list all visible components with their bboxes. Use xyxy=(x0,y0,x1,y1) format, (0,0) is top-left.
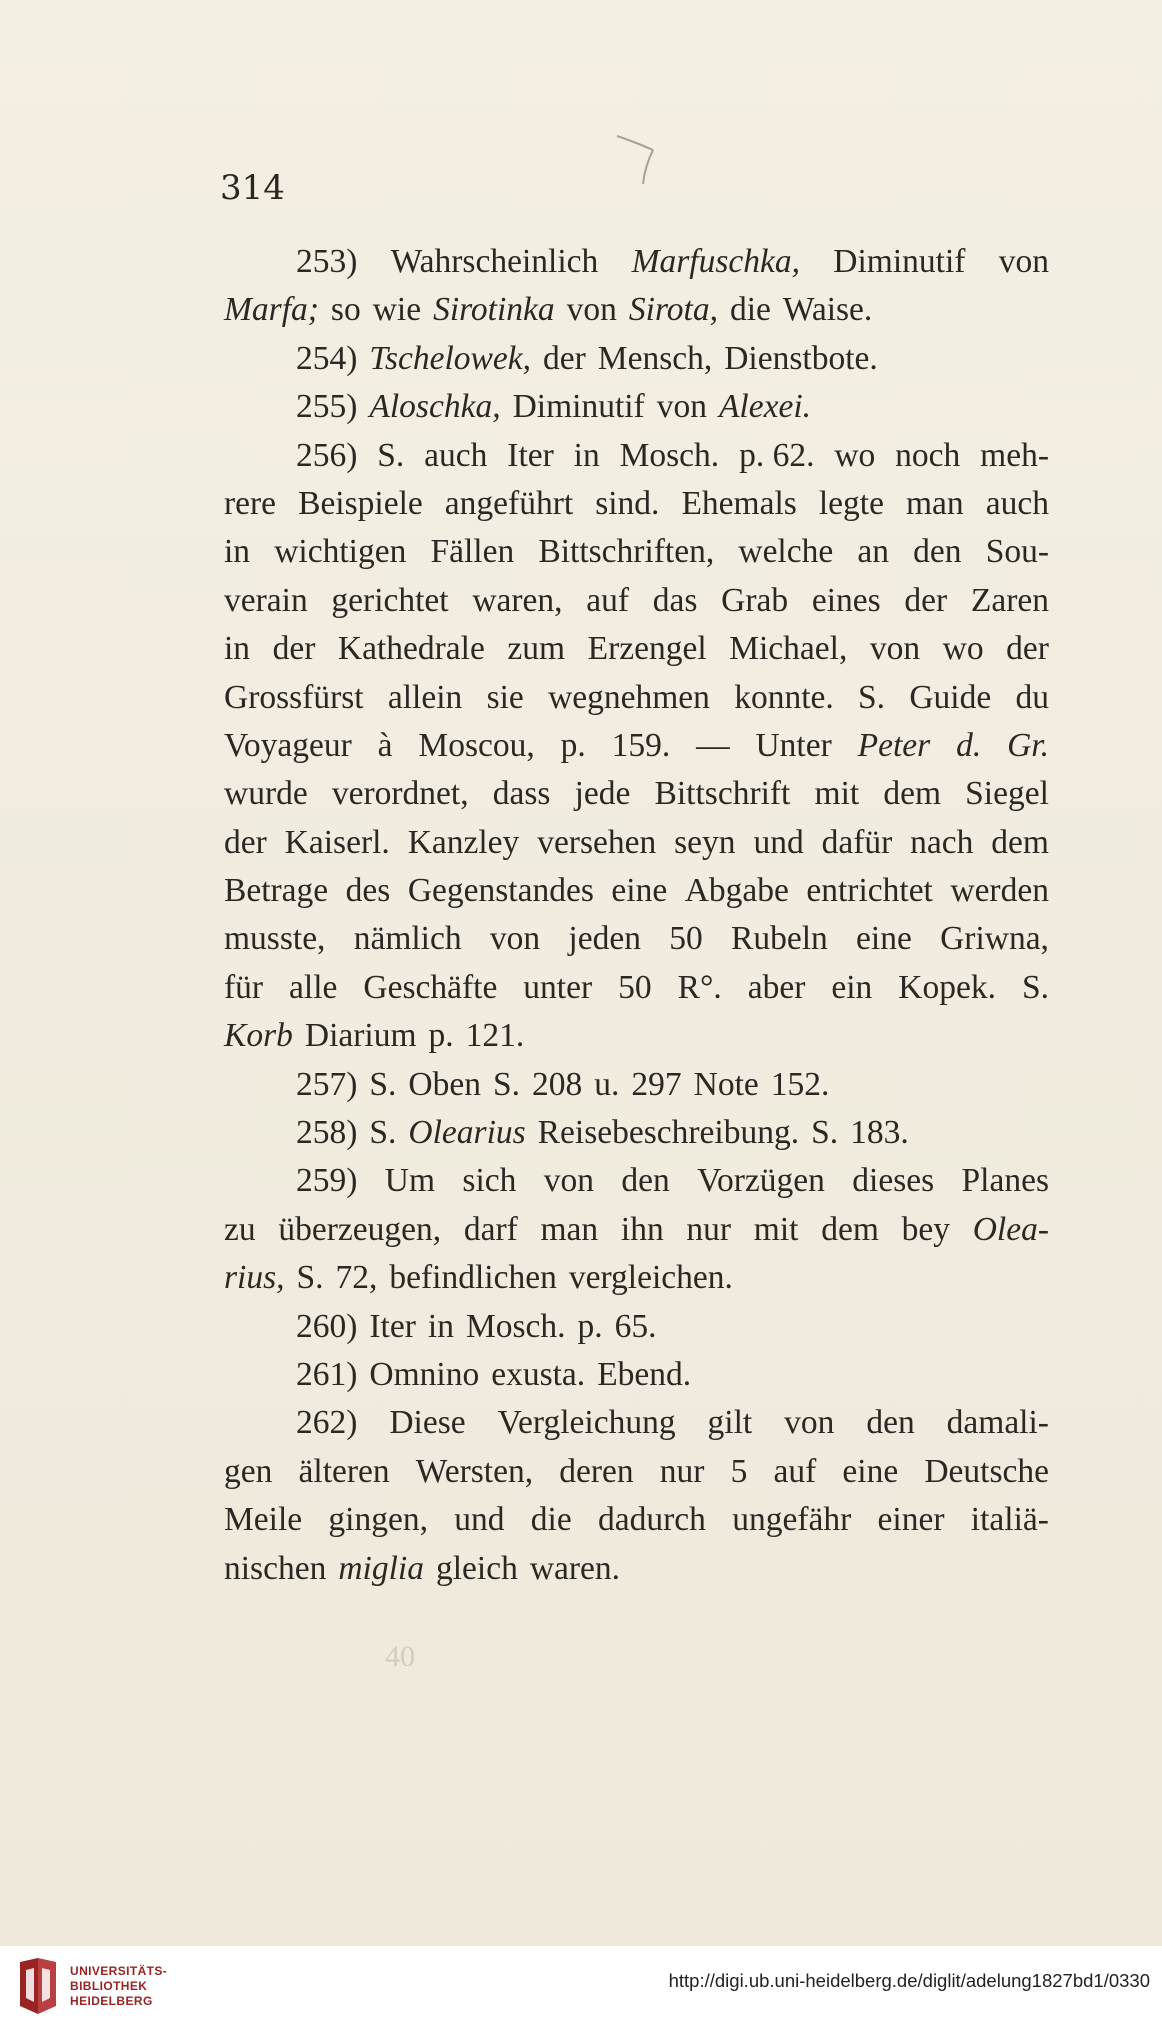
word: sich xyxy=(462,1162,517,1200)
word: wichtigen xyxy=(274,533,407,571)
word: Sou- xyxy=(985,533,1049,571)
word: 159. xyxy=(611,726,671,764)
word: jede xyxy=(574,775,631,813)
word: Um xyxy=(384,1162,436,1200)
word: Iter xyxy=(369,1307,416,1345)
word: vergleichen. xyxy=(568,1259,733,1297)
word: S. xyxy=(377,436,405,474)
word: man xyxy=(905,484,964,522)
text-line xyxy=(224,480,1049,528)
italic-word xyxy=(433,286,555,334)
word: Bittschrift xyxy=(654,775,791,813)
word: Fällen xyxy=(430,533,515,571)
word: unter xyxy=(523,968,593,1006)
word: auch xyxy=(424,436,488,474)
text-line xyxy=(224,674,1049,722)
italic-text: Olearius xyxy=(408,1114,526,1152)
footer-bar xyxy=(0,1946,1162,2032)
word: der xyxy=(272,630,316,668)
italic-word xyxy=(858,722,931,770)
word: exusta. xyxy=(491,1355,586,1393)
word: die xyxy=(729,291,771,329)
word: Wahrscheinlich xyxy=(390,243,599,280)
word: dem xyxy=(991,823,1049,861)
word: dadurch xyxy=(598,1501,706,1539)
word: der xyxy=(904,581,948,619)
word: Diminutif xyxy=(833,243,966,280)
word: nischen xyxy=(224,1549,327,1587)
word: von xyxy=(489,920,541,958)
word: deren xyxy=(559,1452,634,1490)
word: alle xyxy=(289,968,338,1006)
word: 254) xyxy=(296,339,358,377)
word: p. xyxy=(577,1307,603,1345)
word: in xyxy=(224,630,251,668)
word: mit xyxy=(814,775,860,813)
word: — xyxy=(696,726,730,764)
word: Mosch. xyxy=(465,1307,566,1345)
word: meh- xyxy=(980,436,1049,474)
word: von xyxy=(869,630,921,668)
text-line xyxy=(224,625,1049,673)
word: 261) xyxy=(296,1355,358,1393)
word: das xyxy=(652,581,698,619)
italic-word xyxy=(369,335,531,383)
university-logo-icon[interactable] xyxy=(12,1956,64,2018)
word: eines xyxy=(811,581,881,619)
word: Geschäfte xyxy=(363,968,498,1006)
italic-word xyxy=(338,1545,424,1593)
word: sie xyxy=(486,678,524,716)
word: 256) xyxy=(296,436,358,474)
word: Rubeln xyxy=(730,920,828,958)
word: von xyxy=(998,243,1049,280)
word: Kaiserl. xyxy=(284,823,390,861)
word: bey xyxy=(901,1210,950,1248)
word: 258) xyxy=(296,1114,358,1152)
library-name-line: UNIVERSITÄTS- xyxy=(70,1964,168,1978)
word: von xyxy=(566,291,617,329)
word: Siegel xyxy=(965,775,1049,813)
word: ein xyxy=(831,968,873,1006)
italic-text: Alexei. xyxy=(718,388,812,426)
word: verain xyxy=(224,581,308,619)
word: eine xyxy=(611,872,668,910)
word: entrichtet xyxy=(806,872,933,910)
word: dieses xyxy=(852,1162,935,1200)
text-line xyxy=(224,1109,1049,1157)
italic-text: Gr. xyxy=(1007,726,1049,764)
word: werden xyxy=(950,872,1049,910)
word: Kanzley xyxy=(407,823,520,861)
word: rere xyxy=(224,484,277,522)
word: Erzengel xyxy=(587,630,707,668)
word: nur xyxy=(686,1210,732,1248)
text-line xyxy=(224,770,1049,818)
word: einer xyxy=(877,1501,945,1539)
text-line xyxy=(224,1545,1049,1593)
word: Michael, xyxy=(729,630,848,668)
body-text xyxy=(224,238,1049,1593)
word: Iter xyxy=(507,436,554,474)
text-line xyxy=(224,1206,1049,1254)
word: älteren xyxy=(298,1452,390,1490)
library-name xyxy=(70,1964,167,2009)
word: wo xyxy=(834,436,876,474)
word: versehen xyxy=(537,823,657,861)
italic-text: Sirotinka xyxy=(433,291,555,329)
word: Diminutif xyxy=(512,388,645,426)
italic-text: Marfa; xyxy=(224,291,319,329)
word: wie xyxy=(372,291,422,329)
text-line xyxy=(224,1303,1049,1351)
word: nach xyxy=(910,823,974,861)
word: waren, xyxy=(472,581,563,619)
text-line xyxy=(224,238,1049,286)
text-line xyxy=(224,1012,1049,1060)
text-line xyxy=(224,383,1049,431)
word: dem xyxy=(821,1210,879,1248)
word: p. 62. xyxy=(739,436,815,474)
word: von xyxy=(784,1404,835,1442)
italic-word xyxy=(1007,722,1049,770)
word: gen xyxy=(224,1452,273,1490)
word: 50 xyxy=(669,920,703,958)
library-name-line: HEIDELBERG xyxy=(70,1994,153,2008)
text-line xyxy=(224,1157,1049,1205)
italic-text: rius, xyxy=(224,1259,285,1297)
text-line xyxy=(224,1448,1049,1496)
word: überzeugen, xyxy=(278,1210,442,1248)
word: gleich xyxy=(435,1549,518,1587)
word: Dienstbote. xyxy=(724,339,878,377)
word: aber xyxy=(747,968,806,1006)
word: in xyxy=(427,1307,454,1345)
word: dem xyxy=(883,775,942,813)
word: Ebend. xyxy=(597,1355,692,1393)
word: den xyxy=(866,1404,915,1442)
word: 65. xyxy=(614,1307,657,1345)
text-line xyxy=(224,286,1049,334)
word: Mensch, xyxy=(597,339,713,377)
italic-word xyxy=(973,1206,1049,1254)
text-line xyxy=(224,1399,1049,1447)
word: 253) xyxy=(296,243,358,280)
word: Vergleichung xyxy=(497,1404,676,1442)
word: 121. xyxy=(465,1017,525,1055)
word: jeden xyxy=(568,920,641,958)
word: den xyxy=(913,533,962,571)
text-line xyxy=(224,1061,1049,1109)
word: S. xyxy=(1021,968,1049,1006)
word: an xyxy=(857,533,890,571)
word: Planes xyxy=(961,1162,1049,1200)
italic-word xyxy=(719,383,811,431)
italic-word xyxy=(408,1109,525,1157)
word: in xyxy=(224,533,251,571)
word: Grab xyxy=(721,581,789,619)
word: u. xyxy=(594,1065,620,1103)
word: Grossfürst xyxy=(224,678,364,716)
text-line xyxy=(224,1496,1049,1544)
word: Beispiele xyxy=(298,484,423,522)
library-name-line: BIBLIOTHEK xyxy=(70,1979,148,1993)
italic-text: Tschelowek, xyxy=(369,339,532,377)
text-line xyxy=(224,432,1049,480)
word: Oben xyxy=(408,1065,481,1103)
word: Omnino xyxy=(369,1355,480,1393)
word: Kopek. xyxy=(898,968,996,1006)
word: von xyxy=(656,388,707,426)
word: befindlichen xyxy=(389,1259,557,1297)
page-number: 314 xyxy=(220,168,285,208)
word: 72, xyxy=(335,1259,378,1297)
word: Kathedrale xyxy=(337,630,485,668)
pencil-note: 40 xyxy=(385,1640,415,1673)
italic-word xyxy=(632,238,800,286)
word: man xyxy=(540,1210,599,1248)
text-line xyxy=(224,577,1049,625)
italic-text: Sirota, xyxy=(628,291,718,329)
word: Diese xyxy=(389,1404,466,1442)
word: Waise. xyxy=(782,291,873,329)
italic-text: Marfuschka, xyxy=(631,243,800,280)
word: wurde xyxy=(224,775,308,813)
word: Bittschriften, xyxy=(538,533,715,571)
italic-word xyxy=(224,286,319,334)
word: S. xyxy=(296,1259,324,1297)
word: Abgabe xyxy=(684,872,789,910)
word: Voyageur xyxy=(224,726,352,764)
source-url-link[interactable]: http://digi.ub.uni-heidelberg.de/diglit/adelung1827bd1/0330 xyxy=(668,1970,1150,1991)
word: allein xyxy=(387,678,463,716)
text-line xyxy=(224,335,1049,383)
text-line xyxy=(224,722,1049,770)
word: gilt xyxy=(707,1404,753,1442)
italic-word xyxy=(956,722,981,770)
word: sind. xyxy=(595,484,660,522)
word: gerichtet xyxy=(331,581,449,619)
word: mit xyxy=(753,1210,799,1248)
word: Griwna, xyxy=(940,920,1049,958)
italic-text: miglia xyxy=(338,1549,424,1587)
word: du xyxy=(1015,678,1049,716)
word: eine xyxy=(842,1452,899,1490)
word: R°. xyxy=(677,968,722,1006)
italic-word xyxy=(224,1254,285,1302)
word: Moscou, xyxy=(418,726,535,764)
word: darf xyxy=(463,1210,518,1248)
text-line xyxy=(224,915,1049,963)
word: 50 xyxy=(618,968,652,1006)
word: dass xyxy=(492,775,551,813)
word: Meile xyxy=(224,1501,303,1539)
word: 297 xyxy=(631,1065,682,1103)
italic-word xyxy=(629,286,718,334)
word: zum xyxy=(507,630,566,668)
word: S. xyxy=(369,1065,397,1103)
pencil-mark xyxy=(615,128,665,188)
word: der xyxy=(224,823,267,861)
word: zu xyxy=(224,1210,256,1248)
word: angeführt xyxy=(444,484,574,522)
word: 262) xyxy=(296,1404,358,1442)
word: Reisebeschreibung. xyxy=(537,1114,800,1152)
word: auf xyxy=(773,1452,817,1490)
word: italiä- xyxy=(970,1501,1049,1539)
word: Ehemals xyxy=(681,484,797,522)
word: dafür xyxy=(821,823,893,861)
word: 259) xyxy=(296,1162,358,1200)
word: S. xyxy=(369,1114,397,1152)
word: Deutsche xyxy=(924,1452,1049,1490)
word: so xyxy=(330,291,361,329)
word: Wersten, xyxy=(415,1452,534,1490)
word: auch xyxy=(985,484,1049,522)
word: 183. xyxy=(850,1114,909,1152)
text-line xyxy=(224,819,1049,867)
word: Note xyxy=(693,1065,759,1103)
text-line xyxy=(224,1254,1049,1302)
word: und xyxy=(753,823,804,861)
text-line xyxy=(224,964,1049,1012)
word: Mosch. xyxy=(619,436,720,474)
word: Guide xyxy=(909,678,992,716)
word: Betrage xyxy=(224,872,329,910)
text-line xyxy=(224,528,1049,576)
word: wegnehmen xyxy=(548,678,710,716)
word: Unter xyxy=(755,726,832,764)
word: 5 xyxy=(730,1452,748,1490)
word: und xyxy=(454,1501,505,1539)
word: waren. xyxy=(529,1549,621,1587)
italic-text: Aloschka, xyxy=(369,388,501,426)
word: wo xyxy=(942,630,984,668)
word: gingen, xyxy=(328,1501,428,1539)
word: der xyxy=(543,339,586,377)
word: Diarium xyxy=(304,1017,417,1055)
italic-text: d. xyxy=(956,726,982,764)
word: musste, xyxy=(224,920,326,958)
word: 257) xyxy=(296,1065,358,1103)
word: à xyxy=(377,726,393,764)
italic-text: Olea- xyxy=(972,1210,1049,1248)
word: 208 xyxy=(532,1065,583,1103)
word: noch xyxy=(895,436,961,474)
word: von xyxy=(543,1162,594,1200)
word: ihn xyxy=(620,1210,664,1248)
word: der xyxy=(1006,630,1049,668)
word: S. xyxy=(858,678,886,716)
word: seyn xyxy=(674,823,736,861)
word: 255) xyxy=(296,388,358,426)
word: Gegenstandes xyxy=(407,872,594,910)
italic-text: Peter xyxy=(857,726,931,764)
word: ungefähr xyxy=(732,1501,852,1539)
word: nur xyxy=(659,1452,705,1490)
word: verordnet, xyxy=(331,775,469,813)
italic-word xyxy=(224,1012,293,1060)
word: S. xyxy=(492,1065,520,1103)
italic-word xyxy=(369,383,500,431)
word: die xyxy=(530,1501,572,1539)
word: Zaren xyxy=(970,581,1049,619)
word: eine xyxy=(856,920,912,958)
word: auf xyxy=(586,581,630,619)
word: 152. xyxy=(770,1065,830,1103)
text-line xyxy=(224,1351,1049,1399)
word: den xyxy=(621,1162,670,1200)
word: Vorzügen xyxy=(697,1162,825,1200)
word: in xyxy=(573,436,600,474)
word: für xyxy=(224,968,264,1006)
word: nämlich xyxy=(353,920,462,958)
word: legte xyxy=(818,484,884,522)
word: damali- xyxy=(946,1404,1049,1442)
word: 260) xyxy=(296,1307,358,1345)
word: p. xyxy=(428,1017,454,1055)
word: des xyxy=(345,872,391,910)
italic-text: Korb xyxy=(224,1017,293,1055)
word: S. xyxy=(811,1114,839,1152)
word: welche xyxy=(738,533,834,571)
word: konnte. xyxy=(734,678,834,716)
text-line xyxy=(224,867,1049,915)
word: p. xyxy=(560,726,586,764)
